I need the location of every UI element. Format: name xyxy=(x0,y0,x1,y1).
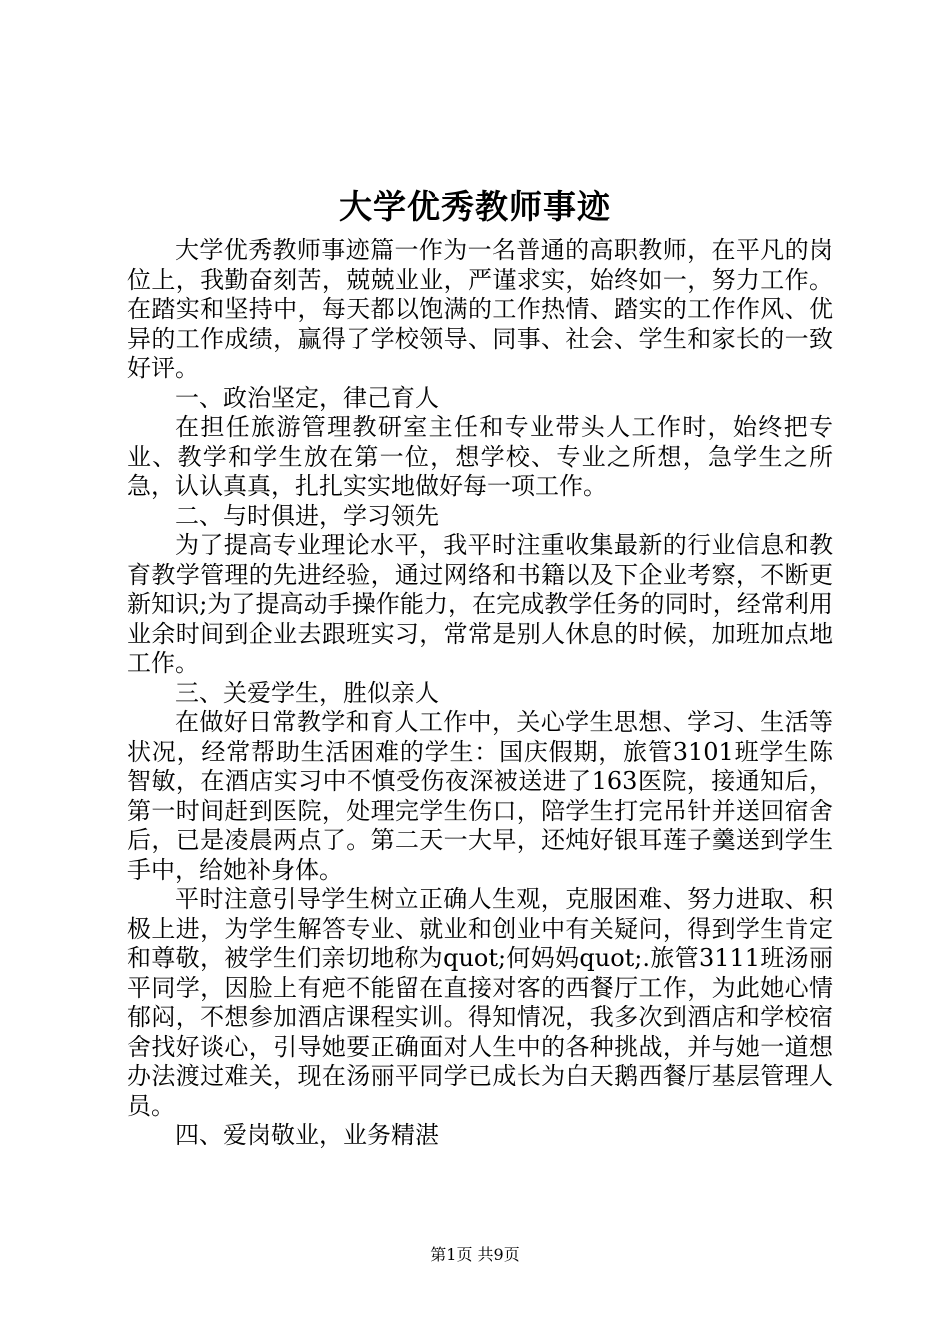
section-heading-1: 一、政治坚定，律己育人 xyxy=(175,383,439,412)
section-heading-2: 二、与时俱进，学习领先 xyxy=(175,501,439,530)
body-paragraph: 为了提高专业理论水平，我平时注重收集最新的行业信息和教育教学管理的先进经验，通过网络和书籍以及下企业考察，不断更新知识;为了提高动手操作能力，在完成教学任务的同时，经常利用业余时间到企业去跟班实习，常常是别人休息的时候，加班加点地工作。 xyxy=(127,531,833,677)
body-paragraph: 在担任旅游管理教研室主任和专业带头人工作时，始终把专业、教学和学生放在第一位，想学校、专业之所想，急学生之所急，认认真真，扎扎实实地做好每一项工作。 xyxy=(127,413,833,500)
intro-paragraph: 大学优秀教师事迹篇一作为一名普通的高职教师，在平凡的岗位上，我勤奋刻苦，兢兢业业，严谨求实，始终如一，努力工作。在踏实和坚持中，每天都以饱满的工作热情、踏实的工作作风、优异的工作成绩，赢得了学校领导、同事、社会、学生和家长的一致好评。 xyxy=(127,236,833,382)
section-heading-3: 三、关爱学生，胜似亲人 xyxy=(175,678,439,707)
document-body xyxy=(127,236,833,1151)
body-paragraph: 在做好日常教学和育人工作中，关心学生思想、学习、生活等状况，经常帮助生活困难的学生：国庆假期，旅管3101班学生陈智敏，在酒店实习中不慎受伤夜深被送进了163医院，接通知后，第一时间赶到医院，处理完学生伤口，陪学生打完吊针并送回宿舍后，已是凌晨两点了。第二天一大早，还炖好银耳莲子羹送到学生手中，给她补身体。 xyxy=(127,708,833,884)
document-title: 大学优秀教师事迹 xyxy=(339,187,611,226)
body-paragraph: 平时注意引导学生树立正确人生观，克服困难、努力进取、积极上进，为学生解答专业、就业和创业中有关疑问，得到学生肯定和尊敬，被学生们亲切地称为quot;何妈妈quot;.旅管3111班汤丽平同学，因脸上有疤不能留在直接对客的西餐厅工作，为此她心情郁闷，不想参加酒店课程实训。得知情况，我多次到酒店和学校宿舍找好谈心，引导她要正确面对人生中的各种挑战，并与她一道想办法渡过难关，现在汤丽平同学已成长为白天鹅西餐厅基层管理人员。 xyxy=(127,885,833,1120)
page-number-footer: 第1页 共9页 xyxy=(430,1245,520,1264)
section-heading-4: 四、爱岗敬业，业务精湛 xyxy=(175,1121,439,1149)
